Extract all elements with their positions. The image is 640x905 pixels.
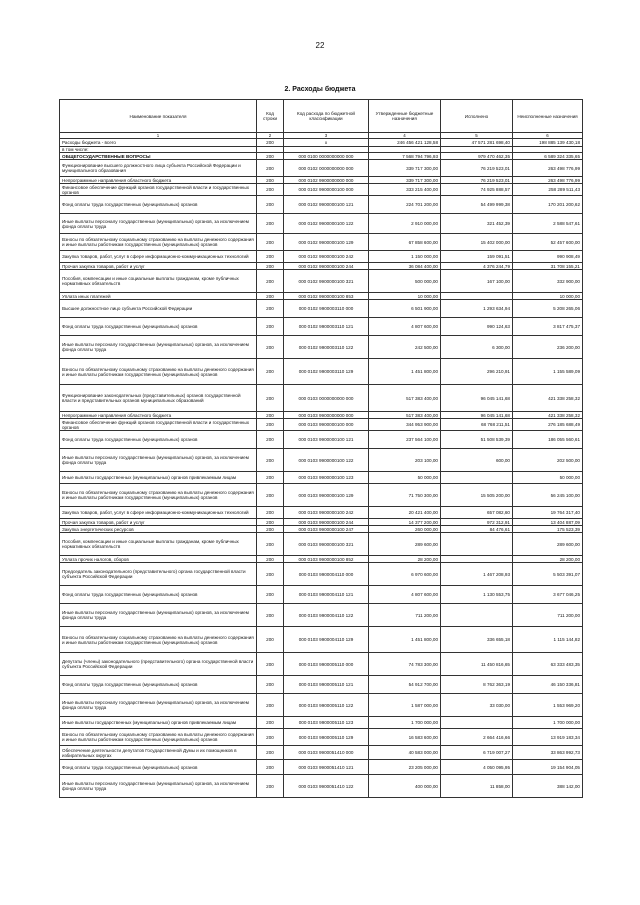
row-executed: 51 508 539,39 [441, 431, 513, 449]
row-approved: 339 717 300,00 [369, 160, 441, 177]
row-class-code: 000 0103 9900005110 121 [284, 676, 369, 694]
header-line-code: Код строки [257, 100, 284, 133]
row-approved: 7 568 794 796,93 [369, 153, 441, 160]
row-unexecuted: 2 588 547,61 [513, 214, 583, 234]
row-unexecuted: 198 885 139 430,18 [513, 139, 583, 147]
row-name: Взносы по обязательному социальному страхованию на выплаты денежного содержания и иные выплаты работникам государственных (муниципальных) органов [60, 484, 257, 507]
row-name: Иные выплаты персоналу государственных (муниципальных) органов, за исключением фонда оплаты труда [60, 449, 257, 472]
row-executed: 68 768 211,51 [441, 419, 513, 431]
row-line-code: 200 [257, 746, 284, 760]
row-name: Взносы по обязательному социальному страхованию на выплаты денежного содержания и иные выплаты работникам государственных (муниципальных) органов [60, 359, 257, 385]
row-unexecuted: 19 154 904,05 [513, 760, 583, 775]
table-row [60, 746, 583, 760]
table-row [60, 472, 583, 484]
table-row [60, 694, 583, 717]
row-executed: 4 050 095,95 [441, 760, 513, 775]
row-name: Иные выплаты персоналу государственных (муниципальных) органов, за исключением фонда оплаты труда [60, 604, 257, 627]
row-line-code: 200 [257, 177, 284, 184]
row-approved: 74 783 300,00 [369, 653, 441, 676]
table-row [60, 385, 583, 412]
row-unexecuted: 5 208 265,06 [513, 300, 583, 318]
row-executed: 96 045 141,68 [441, 412, 513, 419]
table-row [60, 139, 583, 147]
row-name: Взносы по обязательному социальному страхованию на выплаты денежного содержания и иные выплаты работникам государственных (муниципальных) органов [60, 729, 257, 746]
row-approved: 54 912 700,00 [369, 676, 441, 694]
row-executed: 84 476,61 [441, 526, 513, 533]
row-approved: 23 205 000,00 [369, 760, 441, 775]
row-executed: 4 376 244,79 [441, 263, 513, 270]
row-executed: 11 450 816,65 [441, 653, 513, 676]
table-header-row [60, 100, 583, 133]
row-class-code: 000 0103 9900000100 247 [284, 526, 369, 533]
row-unexecuted: 52 457 600,00 [513, 234, 583, 251]
row-line-code: 200 [257, 153, 284, 160]
row-line-code: 200 [257, 760, 284, 775]
table-row [60, 153, 583, 160]
row-unexecuted: 33 863 992,73 [513, 746, 583, 760]
row-class-code: 000 0102 9900000100 242 [284, 251, 369, 263]
row-line-code: 200 [257, 676, 284, 694]
row-unexecuted: 13 919 183,34 [513, 729, 583, 746]
row-unexecuted: 1 700 000,00 [513, 717, 583, 729]
row-class-code: 000 0102 0000000000 000 [284, 160, 369, 177]
table-row [60, 263, 583, 270]
row-unexecuted: 175 523,39 [513, 526, 583, 533]
table-body [60, 139, 583, 798]
table-row [60, 533, 583, 556]
row-name: Иные выплаты персоналу государственных (муниципальных) органов, за исключением фонда оплаты труда [60, 694, 257, 717]
row-unexecuted: 388 142,00 [513, 775, 583, 798]
table-row [60, 586, 583, 604]
row-name: Финансовое обеспечение функций органов государственной власти и государственных органов [60, 184, 257, 196]
table-row [60, 519, 583, 526]
row-unexecuted: 63 333 483,35 [513, 653, 583, 676]
row-class-code: 000 0103 9900005110 123 [284, 717, 369, 729]
row-executed: 74 925 888,57 [441, 184, 513, 196]
table-row [60, 729, 583, 746]
row-approved: 40 583 000,00 [369, 746, 441, 760]
row-approved: 246 456 421 128,58 [369, 139, 441, 147]
row-approved: 289 600,00 [369, 533, 441, 556]
row-class-code: 000 0103 9900000100 122 [284, 449, 369, 472]
row-line-code: 200 [257, 449, 284, 472]
row-name: Непрограммные направления областного бюджета [60, 177, 257, 184]
table-row [60, 526, 583, 533]
row-class-code: 000 0103 9900000100 123 [284, 472, 369, 484]
row-unexecuted: 276 185 688,49 [513, 419, 583, 431]
row-approved: 237 564 100,00 [369, 431, 441, 449]
row-executed: 6 719 007,27 [441, 746, 513, 760]
table-row [60, 184, 583, 196]
column-index: 3 [284, 133, 369, 139]
row-unexecuted: 13 404 887,09 [513, 519, 583, 526]
row-approved: 4 807 600,00 [369, 318, 441, 336]
row-name: Уплата прочих налогов, сборов [60, 556, 257, 563]
row-approved: 400 000,00 [369, 775, 441, 798]
row-line-code: 200 [257, 263, 284, 270]
table-row [60, 563, 583, 586]
table-row [60, 431, 583, 449]
row-executed: 6 300,00 [441, 336, 513, 359]
row-name: Иные выплаты государственных (муниципальных) органов привлекаемым лицам [60, 472, 257, 484]
row-executed: 33 030,00 [441, 694, 513, 717]
row-line-code: 200 [257, 234, 284, 251]
row-line-code: 200 [257, 484, 284, 507]
row-line-code: 200 [257, 385, 284, 412]
row-executed: 1 293 634,94 [441, 300, 513, 318]
row-executed: 1 467 208,93 [441, 563, 513, 586]
row-unexecuted: 421 338 258,32 [513, 385, 583, 412]
row-line-code: 200 [257, 160, 284, 177]
table-row [60, 676, 583, 694]
row-name: Депутаты (члены) законодательного (представительного) органа государственной власти субъекта Российской Федерации [60, 653, 257, 676]
row-class-code: x [284, 139, 369, 147]
row-approved: 203 100,00 [369, 449, 441, 472]
row-name: Пособия, компенсации и иные социальные выплаты гражданам, кроме публичных нормативных обязательств [60, 533, 257, 556]
row-class-code: 000 0103 9900051410 122 [284, 775, 369, 798]
row-approved: 224 701 200,00 [369, 196, 441, 214]
row-approved: 16 583 600,00 [369, 729, 441, 746]
row-approved: 28 200,00 [369, 556, 441, 563]
row-name: Закупка товаров, работ, услуг в сфере информационно-коммуникационных технологий [60, 251, 257, 263]
row-class-code: 000 0102 9900000100 321 [284, 270, 369, 293]
row-executed: 972 312,91 [441, 519, 513, 526]
row-line-code: 200 [257, 472, 284, 484]
row-executed: 159 091,51 [441, 251, 513, 263]
row-class-code: 000 0103 9900000100 242 [284, 507, 369, 519]
row-name: Пособия, компенсации и иные социальные выплаты гражданам, кроме публичных нормативных обязательств [60, 270, 257, 293]
row-class-code: 000 0100 0000000000 000 [284, 153, 369, 160]
row-executed: 76 219 523,01 [441, 177, 513, 184]
row-line-code: 200 [257, 293, 284, 300]
row-line-code: 200 [257, 214, 284, 234]
row-approved: 333 215 400,00 [369, 184, 441, 196]
row-line-code: 200 [257, 300, 284, 318]
row-class-code: 000 0102 9900003110 000 [284, 300, 369, 318]
row-line-code: 200 [257, 563, 284, 586]
row-name: Обеспечение деятельности депутатов Государственной Думы и их помощников в избирательных округах [60, 746, 257, 760]
row-unexecuted: 202 500,00 [513, 449, 583, 472]
row-approved: 50 000,00 [369, 472, 441, 484]
row-line-code: 200 [257, 586, 284, 604]
row-executed [441, 533, 513, 556]
column-index: 6 [513, 133, 583, 139]
row-executed: 336 655,18 [441, 627, 513, 653]
row-class-code: 000 0103 9900004110 000 [284, 563, 369, 586]
table-row [60, 318, 583, 336]
row-unexecuted: 711 200,00 [513, 604, 583, 627]
row-unexecuted: 6 589 324 335,65 [513, 153, 583, 160]
row-executed: 76 219 523,01 [441, 160, 513, 177]
row-class-code: 000 0102 9900000100 129 [284, 234, 369, 251]
row-approved: 260 000,00 [369, 526, 441, 533]
row-class-code: 000 0102 9900003110 122 [284, 336, 369, 359]
table-row [60, 293, 583, 300]
row-unexecuted: 990 908,49 [513, 251, 583, 263]
row-class-code: 000 0103 9900051410 000 [284, 746, 369, 760]
row-unexecuted: 19 764 317,40 [513, 507, 583, 519]
row-line-code: 200 [257, 507, 284, 519]
column-index: 5 [441, 133, 513, 139]
table-row [60, 717, 583, 729]
row-class-code: 000 0103 9900005110 129 [284, 729, 369, 746]
row-unexecuted: 170 201 200,62 [513, 196, 583, 214]
row-executed: 296 210,91 [441, 359, 513, 385]
row-approved: 517 383 400,00 [369, 385, 441, 412]
row-unexecuted: 186 055 560,61 [513, 431, 583, 449]
row-unexecuted: 3 677 046,25 [513, 586, 583, 604]
row-executed [441, 472, 513, 484]
row-line-code: 200 [257, 526, 284, 533]
row-name: Фонд оплаты труда государственных (муниципальных) органов [60, 676, 257, 694]
row-unexecuted: 56 245 100,00 [513, 484, 583, 507]
row-approved: 1 451 800,00 [369, 627, 441, 653]
row-approved: 4 807 600,00 [369, 586, 441, 604]
table-row [60, 507, 583, 519]
row-unexecuted: 289 600,00 [513, 533, 583, 556]
section-title: 2. Расходы бюджета [284, 86, 356, 93]
row-approved: 36 084 400,00 [369, 263, 441, 270]
row-line-code: 200 [257, 729, 284, 746]
row-line-code: 200 [257, 431, 284, 449]
row-name: ОБЩЕГОСУДАРСТВЕННЫЕ ВОПРОСЫ [60, 153, 257, 160]
row-class-code: 000 0102 9900000100 121 [284, 196, 369, 214]
row-class-code: 000 0102 9900000100 853 [284, 293, 369, 300]
row-class-code: 000 0102 9900003110 121 [284, 318, 369, 336]
header-name: Наименование показателя [60, 100, 257, 133]
row-class-code: 000 0103 9900005110 122 [284, 694, 369, 717]
row-class-code: 000 0103 9900000100 244 [284, 519, 369, 526]
row-approved: 6 501 900,00 [369, 300, 441, 318]
row-name: Фонд оплаты труда государственных (муниципальных) органов [60, 586, 257, 604]
row-class-code: 000 0103 9900000100 321 [284, 533, 369, 556]
row-executed: 657 082,60 [441, 507, 513, 519]
row-executed [441, 717, 513, 729]
row-line-code: 200 [257, 196, 284, 214]
row-approved: 10 000,00 [369, 293, 441, 300]
row-executed: 47 571 281 698,40 [441, 139, 513, 147]
row-line-code: 200 [257, 270, 284, 293]
row-name: Фонд оплаты труда государственных (муниципальных) органов [60, 760, 257, 775]
table-row [60, 177, 583, 184]
row-line-code: 200 [257, 519, 284, 526]
row-name: Прочая закупка товаров, работ и услуг [60, 263, 257, 270]
row-class-code: 000 0103 9900004110 121 [284, 586, 369, 604]
column-index: 1 [60, 133, 257, 139]
row-executed: 321 452,39 [441, 214, 513, 234]
row-unexecuted: 3 817 475,37 [513, 318, 583, 336]
row-class-code: 000 0102 9900000100 000 [284, 184, 369, 196]
row-executed [441, 556, 513, 563]
table-row [60, 627, 583, 653]
row-unexecuted: 46 150 336,81 [513, 676, 583, 694]
row-unexecuted: 10 000,00 [513, 293, 583, 300]
row-unexecuted: 1 115 144,82 [513, 627, 583, 653]
row-class-code: 000 0103 9900005110 000 [284, 653, 369, 676]
row-name: в том числе: [60, 147, 257, 153]
header-executed: Исполнено [441, 100, 513, 133]
row-name: Иные выплаты персоналу государственных (муниципальных) органов, за исключением фонда оплаты труда [60, 214, 257, 234]
row-approved: 500 000,00 [369, 270, 441, 293]
row-class-code: 000 0102 9900000000 000 [284, 177, 369, 184]
row-approved: 344 953 900,00 [369, 419, 441, 431]
row-line-code: 200 [257, 139, 284, 147]
table-row [60, 760, 583, 775]
row-name: Высшее должностное лицо субъекта Российской Федерации [60, 300, 257, 318]
header-approved: Утвержденные бюджетные назначения [369, 100, 441, 133]
table-row [60, 604, 583, 627]
row-line-code: 200 [257, 412, 284, 419]
row-approved: 242 500,00 [369, 336, 441, 359]
table-row [60, 412, 583, 419]
row-name: Иные выплаты персоналу государственных (муниципальных) органов, за исключением фонда оплаты труда [60, 775, 257, 798]
row-approved: 14 377 200,00 [369, 519, 441, 526]
row-line-code: 200 [257, 419, 284, 431]
row-line-code: 200 [257, 694, 284, 717]
row-unexecuted: 50 000,00 [513, 472, 583, 484]
row-executed: 11 858,00 [441, 775, 513, 798]
row-approved: 71 750 300,00 [369, 484, 441, 507]
header-unexecuted: Неисполненные назначения [513, 100, 583, 133]
row-class-code: 000 0103 9900000000 000 [284, 412, 369, 419]
row-executed: 2 664 416,66 [441, 729, 513, 746]
table-row [60, 251, 583, 263]
row-approved: 6 970 600,00 [369, 563, 441, 586]
row-line-code: 200 [257, 251, 284, 263]
table-row [60, 775, 583, 798]
row-unexecuted: 28 200,00 [513, 556, 583, 563]
row-executed [441, 293, 513, 300]
row-unexecuted: 332 900,00 [513, 270, 583, 293]
row-line-code: 200 [257, 184, 284, 196]
row-name: Уплата иных платежей [60, 293, 257, 300]
budget-expenses-table [59, 99, 583, 798]
row-name: Закупка энергетических ресурсов [60, 526, 257, 533]
row-executed: 96 045 141,68 [441, 385, 513, 412]
row-class-code: 000 0102 9900000100 122 [284, 214, 369, 234]
table-row [60, 270, 583, 293]
row-name: Финансовое обеспечение функций органов государственной власти и государственных органов [60, 419, 257, 431]
header-class-code: Код расхода по бюджетной классификации [284, 100, 369, 133]
row-unexecuted: 421 338 258,32 [513, 412, 583, 419]
row-executed: 15 505 200,00 [441, 484, 513, 507]
row-name: Иные выплаты государственных (муниципальных) органов привлекаемым лицам [60, 717, 257, 729]
table-row [60, 484, 583, 507]
row-name: Функционирование законодательных (представительных) органов государственной власти и представительных органов муниципальных образований [60, 385, 257, 412]
row-class-code: 000 0103 9900000100 129 [284, 484, 369, 507]
row-approved: 1 587 000,00 [369, 694, 441, 717]
table-row [60, 214, 583, 234]
row-class-code: 000 0103 9900000100 121 [284, 431, 369, 449]
row-approved: 2 910 000,00 [369, 214, 441, 234]
row-unexecuted: 258 289 511,43 [513, 184, 583, 196]
row-class-code: 000 0102 9900000100 244 [284, 263, 369, 270]
row-class-code: 000 0103 9900000100 852 [284, 556, 369, 563]
table-row [60, 234, 583, 251]
row-class-code: 000 0103 9900004110 129 [284, 627, 369, 653]
row-executed: 54 499 999,38 [441, 196, 513, 214]
row-approved: 711 200,00 [369, 604, 441, 627]
row-unexecuted: 1 155 589,09 [513, 359, 583, 385]
row-approved: 517 383 400,00 [369, 412, 441, 419]
table-row [60, 336, 583, 359]
table-row [60, 449, 583, 472]
row-name: Иные выплаты персоналу государственных (муниципальных) органов, за исключением фонда оплаты труда [60, 336, 257, 359]
row-line-code: 200 [257, 604, 284, 627]
row-executed [441, 604, 513, 627]
table-row [60, 196, 583, 214]
column-index: 2 [257, 133, 284, 139]
row-class-code: 000 0103 0000000000 000 [284, 385, 369, 412]
row-approved: 1 451 800,00 [369, 359, 441, 385]
row-name: Закупка товаров, работ, услуг в сфере информационно-коммуникационных технологий [60, 507, 257, 519]
row-class-code: 000 0102 9900003110 129 [284, 359, 369, 385]
page-number: 22 [315, 41, 325, 50]
row-executed: 979 470 462,35 [441, 153, 513, 160]
row-name: Взносы по обязательному социальному страхованию на выплаты денежного содержания и иные выплаты работникам государственных (муниципальных) органов [60, 627, 257, 653]
row-name: Функционирование высшего должностного лица субъекта Российской Федерации и муниципального образования [60, 160, 257, 177]
row-class-code: 000 0103 9900000100 000 [284, 419, 369, 431]
row-approved: 20 421 400,00 [369, 507, 441, 519]
row-class-code: 000 0103 9900051410 121 [284, 760, 369, 775]
row-line-code: 200 [257, 653, 284, 676]
row-name: Председатель законодательного (представительного) органа государственной власти субъекта Российской Федерации [60, 563, 257, 586]
row-name: Непрограммные направления областного бюджета [60, 412, 257, 419]
row-line-code: 200 [257, 556, 284, 563]
table-row [60, 419, 583, 431]
row-name: Фонд оплаты труда государственных (муниципальных) органов [60, 196, 257, 214]
row-name: Расходы бюджета - всего [60, 139, 257, 147]
row-unexecuted: 5 503 391,07 [513, 563, 583, 586]
row-approved: 1 700 000,00 [369, 717, 441, 729]
row-approved: 339 717 300,00 [369, 177, 441, 184]
row-line-code: 200 [257, 775, 284, 798]
column-index: 4 [369, 133, 441, 139]
row-executed: 8 762 363,19 [441, 676, 513, 694]
row-line-code: 200 [257, 627, 284, 653]
row-approved: 67 858 600,00 [369, 234, 441, 251]
table-row [60, 300, 583, 318]
row-approved: 1 150 000,00 [369, 251, 441, 263]
row-unexecuted: 236 200,00 [513, 336, 583, 359]
row-executed: 600,00 [441, 449, 513, 472]
row-class-code: 000 0103 9900004110 122 [284, 604, 369, 627]
row-line-code: 200 [257, 318, 284, 336]
row-executed: 990 124,63 [441, 318, 513, 336]
row-unexecuted: 263 498 776,99 [513, 177, 583, 184]
row-executed: 15 402 000,00 [441, 234, 513, 251]
row-name: Взносы по обязательному социальному страхованию на выплаты денежного содержания и иные выплаты работникам государственных (муниципальных) органов [60, 234, 257, 251]
row-line-code: 200 [257, 359, 284, 385]
table-row [60, 359, 583, 385]
row-name: Прочая закупка товаров, работ и услуг [60, 519, 257, 526]
row-line-code: 200 [257, 336, 284, 359]
row-line-code: 200 [257, 717, 284, 729]
row-name: Фонд оплаты труда государственных (муниципальных) органов [60, 431, 257, 449]
row-unexecuted: 1 553 969,20 [513, 694, 583, 717]
table-row [60, 653, 583, 676]
row-name: Фонд оплаты труда государственных (муниципальных) органов [60, 318, 257, 336]
table-row [60, 556, 583, 563]
table-row [60, 160, 583, 177]
row-executed: 1 130 553,75 [441, 586, 513, 604]
row-line-code: 200 [257, 533, 284, 556]
row-executed: 167 100,00 [441, 270, 513, 293]
row-unexecuted: 31 708 155,21 [513, 263, 583, 270]
row-unexecuted: 263 498 776,99 [513, 160, 583, 177]
